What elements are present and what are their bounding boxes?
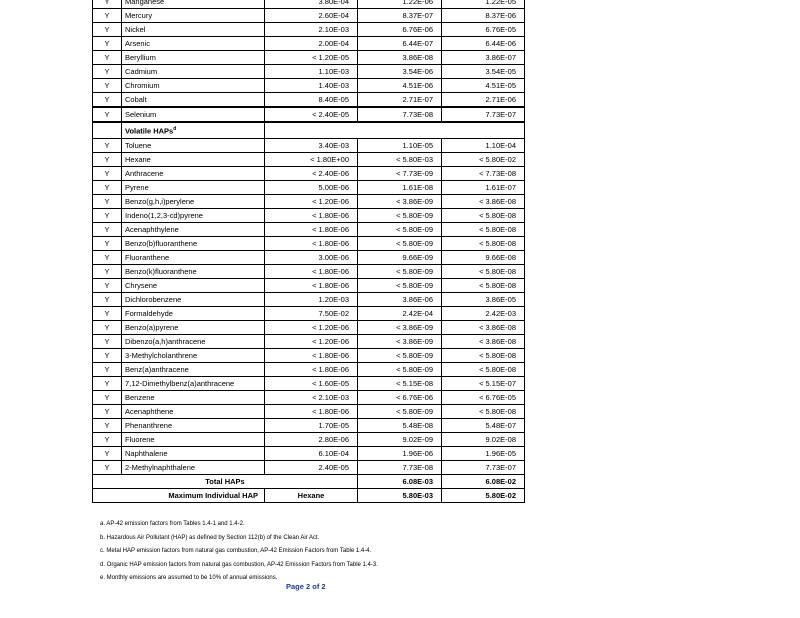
- volatile-haps-title: Volatile HAPs: [125, 126, 174, 136]
- emission-lb-hr: 7.73E-08: [358, 107, 442, 122]
- table-row: [93, 138, 525, 152]
- emission-lb-hr: < 5.80E-03: [358, 152, 442, 166]
- footnote-b: b. Hazardous Air Pollutant (HAP) as defined by Section 112(b) of the Clean Air Act.: [100, 534, 320, 541]
- hap-flag: Y: [93, 306, 122, 320]
- footnote-a: a. AP-42 emission factors from Tables 1.4-1 and 1.4-2.: [100, 521, 245, 527]
- hap-flag: Y: [93, 93, 122, 108]
- emission-factor: < 1.80E-06: [265, 348, 358, 362]
- emission-factor: < 2.40E-05: [265, 107, 358, 122]
- emission-lb-hr: 6.44E-07: [358, 37, 442, 51]
- hap-flag: Y: [93, 460, 122, 474]
- emission-factor: < 1.20E-06: [265, 194, 358, 208]
- hap-flag: Y: [93, 79, 122, 93]
- pollutant-name: Benz(a)anthracene: [122, 362, 265, 376]
- table-row: [93, 93, 525, 108]
- emission-tpy: 3.86E-07: [442, 51, 525, 65]
- table-row: [93, 208, 525, 222]
- table-row: [93, 460, 525, 474]
- emission-factor: < 2.10E-03: [265, 390, 358, 404]
- emission-lb-hr: 2.71E-07: [358, 93, 442, 108]
- emission-tpy: 6.76E-05: [442, 23, 525, 37]
- emission-lb-hr: < 5.80E-09: [358, 362, 442, 376]
- max-hap-tpy: 5.80E-02: [442, 488, 525, 502]
- emission-tpy: 2.71E-06: [442, 93, 525, 108]
- pollutant-name: Anthracene: [122, 166, 265, 180]
- table-row: [93, 362, 525, 376]
- emission-lb-hr: 3.54E-06: [358, 65, 442, 79]
- pollutant-name: Chrysene: [122, 278, 265, 292]
- table-row: [93, 334, 525, 348]
- emission-lb-hr: < 3.86E-09: [358, 334, 442, 348]
- pollutant-name: Mercury: [122, 9, 265, 23]
- table-row: [93, 264, 525, 278]
- table-row: [93, 107, 525, 122]
- emission-lb-hr: < 3.86E-09: [358, 194, 442, 208]
- hap-flag: Y: [93, 390, 122, 404]
- table-row: [93, 306, 525, 320]
- emission-factor: < 1.80E-06: [265, 208, 358, 222]
- hap-flag: Y: [93, 208, 122, 222]
- emission-tpy: 7.73E-07: [442, 107, 525, 122]
- emission-factor: 3.80E-04: [265, 0, 358, 9]
- emission-tpy: < 5.80E-02: [442, 152, 525, 166]
- hap-flag: Y: [93, 166, 122, 180]
- emission-lb-hr: 9.02E-09: [358, 432, 442, 446]
- emission-lb-hr: 4.51E-06: [358, 79, 442, 93]
- emission-lb-hr: < 5.80E-09: [358, 222, 442, 236]
- pollutant-name: Fluoranthene: [122, 250, 265, 264]
- emission-tpy: 5.48E-07: [442, 418, 525, 432]
- emission-lb-hr: < 5.80E-09: [358, 208, 442, 222]
- emission-tpy: < 5.80E-08: [442, 208, 525, 222]
- emission-tpy: 2.42E-03: [442, 306, 525, 320]
- hap-flag: Y: [93, 180, 122, 194]
- emission-tpy: < 5.15E-07: [442, 376, 525, 390]
- pollutant-name: Manganese: [122, 0, 265, 9]
- emission-tpy: 1.96E-05: [442, 446, 525, 460]
- emission-lb-hr: < 3.86E-09: [358, 320, 442, 334]
- table-row: [93, 236, 525, 250]
- hap-flag: Y: [93, 362, 122, 376]
- emission-factor: < 1.20E-05: [265, 51, 358, 65]
- emission-factor: 2.10E-03: [265, 23, 358, 37]
- table-row: [93, 65, 525, 79]
- emission-lb-hr: 5.48E-08: [358, 418, 442, 432]
- emission-tpy: < 5.80E-08: [442, 362, 525, 376]
- hap-flag: Y: [93, 446, 122, 460]
- emission-lb-hr: 2.42E-04: [358, 306, 442, 320]
- emission-factor: 1.40E-03: [265, 79, 358, 93]
- pollutant-name: 2-Methylnaphthalene: [122, 460, 265, 474]
- hap-flag: Y: [93, 236, 122, 250]
- pollutant-name: Benzo(b)fluoranthene: [122, 236, 265, 250]
- emission-factor: < 1.20E-06: [265, 320, 358, 334]
- table-row: [93, 418, 525, 432]
- emission-tpy: 9.66E-08: [442, 250, 525, 264]
- emission-tpy: < 6.76E-05: [442, 390, 525, 404]
- pollutant-name: Benzo(k)fluoranthene: [122, 264, 265, 278]
- emission-tpy: < 7.73E-08: [442, 166, 525, 180]
- emission-lb-hr: < 5.80E-09: [358, 278, 442, 292]
- page-number: Page 2 of 2: [286, 582, 326, 591]
- emission-lb-hr: < 5.80E-09: [358, 264, 442, 278]
- table-row: [93, 446, 525, 460]
- pollutant-name: Dichlorobenzene: [122, 292, 265, 306]
- emission-lb-hr: 7.73E-08: [358, 460, 442, 474]
- emission-lb-hr: 1.61E-08: [358, 180, 442, 194]
- hap-flag: Y: [93, 278, 122, 292]
- hap-flag: Y: [93, 51, 122, 65]
- emission-factor: < 1.80E-06: [265, 362, 358, 376]
- pollutant-name: Beryllium: [122, 51, 265, 65]
- hap-flag: Y: [93, 23, 122, 37]
- emission-factor: < 1.20E-06: [265, 334, 358, 348]
- emission-lb-hr: < 5.80E-09: [358, 236, 442, 250]
- totals-section: [93, 474, 525, 502]
- pollutant-name: Toluene: [122, 138, 265, 152]
- emission-lb-hr: < 5.15E-08: [358, 376, 442, 390]
- volatile-haps-header: [93, 122, 525, 138]
- pollutant-name: Dibenzo(a,h)anthracene: [122, 334, 265, 348]
- emission-factor: 2.60E-04: [265, 9, 358, 23]
- hap-flag: Y: [93, 9, 122, 23]
- emission-tpy: 4.51E-05: [442, 79, 525, 93]
- hap-emissions-table: [92, 0, 525, 503]
- emission-factor: < 1.80E-06: [265, 236, 358, 250]
- total-haps-tpy: 6.08E-02: [442, 474, 525, 488]
- table-row: [93, 292, 525, 306]
- hap-flag: Y: [93, 138, 122, 152]
- emission-factor: < 1.80E-06: [265, 222, 358, 236]
- table-row: [93, 250, 525, 264]
- emission-tpy: 1.10E-04: [442, 138, 525, 152]
- emission-tpy: 3.86E-05: [442, 292, 525, 306]
- hap-flag: Y: [93, 320, 122, 334]
- emission-lb-hr: < 5.80E-09: [358, 404, 442, 418]
- emission-tpy: 3.54E-05: [442, 65, 525, 79]
- pollutant-name: Pyrene: [122, 180, 265, 194]
- emission-lb-hr: 9.66E-09: [358, 250, 442, 264]
- footnote-e: e. Monthly emissions are assumed to be 10% of annual emissions.: [100, 575, 278, 581]
- emission-factor: 6.10E-04: [265, 446, 358, 460]
- footnotes: [100, 518, 378, 586]
- table-row: [93, 222, 525, 236]
- hap-flag: Y: [93, 264, 122, 278]
- emission-factor: 2.00E-04: [265, 37, 358, 51]
- pollutant-name: Arsenic: [122, 37, 265, 51]
- hap-flag: Y: [93, 107, 122, 122]
- emission-tpy: < 5.80E-08: [442, 278, 525, 292]
- table-row: [93, 51, 525, 65]
- emission-tpy: 7.73E-07: [442, 460, 525, 474]
- emission-factor: 2.80E-06: [265, 432, 358, 446]
- footnote-d: d. Organic HAP emission factors from natural gas combustion, AP-42 Emission Factors from Table 1.4-3.: [100, 561, 378, 568]
- hap-flag: Y: [93, 37, 122, 51]
- emission-tpy: 9.02E-08: [442, 432, 525, 446]
- pollutant-name: Naphthalene: [122, 446, 265, 460]
- table-row: [93, 37, 525, 51]
- table-row: [93, 152, 525, 166]
- emission-tpy: < 3.86E-08: [442, 334, 525, 348]
- pollutant-name: Chromium: [122, 79, 265, 93]
- hap-flag: Y: [93, 334, 122, 348]
- footnote-c: c. Metal HAP emission factors from natural gas combustion, AP-42 Emission Factors from Table 1.4-4.: [100, 548, 372, 554]
- emission-factor: 7.50E-02: [265, 306, 358, 320]
- table-row: [93, 376, 525, 390]
- max-hap-label: Maximum Individual HAP: [93, 488, 265, 502]
- emission-factor: 1.70E-05: [265, 418, 358, 432]
- table-row: [93, 390, 525, 404]
- emission-lb-hr: 1.96E-06: [358, 446, 442, 460]
- emission-factor: < 1.80E-06: [265, 278, 358, 292]
- hap-flag: Y: [93, 222, 122, 236]
- emission-tpy: < 5.80E-08: [442, 222, 525, 236]
- emission-tpy: < 5.80E-08: [442, 404, 525, 418]
- emission-lb-hr: < 6.76E-06: [358, 390, 442, 404]
- emission-tpy: 1.22E-05: [442, 0, 525, 9]
- emission-tpy: < 5.80E-08: [442, 264, 525, 278]
- total-haps-label: Total HAPs: [93, 474, 358, 488]
- hap-flag: Y: [93, 418, 122, 432]
- hap-flag: Y: [93, 292, 122, 306]
- emission-factor: 2.40E-05: [265, 460, 358, 474]
- max-hap-name: Hexane: [265, 488, 358, 502]
- emission-factor: < 2.40E-06: [265, 166, 358, 180]
- emission-lb-hr: 1.22E-06: [358, 0, 442, 9]
- emission-lb-hr: 1.10E-05: [358, 138, 442, 152]
- hap-flag: Y: [93, 152, 122, 166]
- emission-factor: 1.20E-03: [265, 292, 358, 306]
- volatile-haps-section: [93, 138, 525, 474]
- metal-haps-section: [93, 0, 525, 122]
- total-haps-lb-hr: 6.08E-03: [358, 474, 442, 488]
- emission-factor: 3.40E-03: [265, 138, 358, 152]
- emission-factor: 5.00E-06: [265, 180, 358, 194]
- pollutant-name: Hexane: [122, 152, 265, 166]
- emission-lb-hr: < 7.73E-09: [358, 166, 442, 180]
- hap-flag: Y: [93, 250, 122, 264]
- hap-flag: Y: [93, 404, 122, 418]
- table-row: [93, 320, 525, 334]
- hap-flag: Y: [93, 65, 122, 79]
- pollutant-name: Acenaphthylene: [122, 222, 265, 236]
- table-row: [93, 348, 525, 362]
- emission-lb-hr: 3.86E-06: [358, 292, 442, 306]
- pollutant-name: 7,12-Dimethylbenz(a)anthracene: [122, 376, 265, 390]
- emission-lb-hr: < 5.80E-09: [358, 348, 442, 362]
- table-row: [93, 278, 525, 292]
- table-row: [93, 0, 525, 9]
- hap-flag: Y: [93, 348, 122, 362]
- emission-lb-hr: 3.86E-08: [358, 51, 442, 65]
- hap-flag: Y: [93, 376, 122, 390]
- table-row: [93, 79, 525, 93]
- emission-tpy: 1.61E-07: [442, 180, 525, 194]
- emission-factor: 3.00E-06: [265, 250, 358, 264]
- pollutant-name: Formaldehyde: [122, 306, 265, 320]
- table-row: [93, 194, 525, 208]
- hap-flag: Y: [93, 194, 122, 208]
- volatile-haps-footnote: d: [173, 126, 177, 132]
- pollutant-name: Benzene: [122, 390, 265, 404]
- emission-factor: < 1.80E-06: [265, 264, 358, 278]
- pollutant-name: Fluorene: [122, 432, 265, 446]
- emission-factor: 1.10E-03: [265, 65, 358, 79]
- emission-tpy: < 5.80E-08: [442, 236, 525, 250]
- emission-tpy: < 3.86E-08: [442, 320, 525, 334]
- pollutant-name: 3-Methylcholanthrene: [122, 348, 265, 362]
- emission-factor: < 1.80E+00: [265, 152, 358, 166]
- emission-factor: 8.40E-05: [265, 93, 358, 108]
- emission-tpy: 6.44E-06: [442, 37, 525, 51]
- pollutant-name: Acenaphthene: [122, 404, 265, 418]
- hap-flag: Y: [93, 0, 122, 9]
- table-row: [93, 180, 525, 194]
- table-row: [93, 23, 525, 37]
- pollutant-name: Benzo(a)pyrene: [122, 320, 265, 334]
- emission-tpy: < 3.86E-08: [442, 194, 525, 208]
- emission-lb-hr: 6.76E-06: [358, 23, 442, 37]
- table-row: [93, 432, 525, 446]
- pollutant-name: Indeno(1,2,3-cd)pyrene: [122, 208, 265, 222]
- emission-factor: < 1.60E-05: [265, 376, 358, 390]
- pollutant-name: Selenium: [122, 107, 265, 122]
- table-row: [93, 404, 525, 418]
- emission-lb-hr: 8.37E-07: [358, 9, 442, 23]
- pollutant-name: Cadmium: [122, 65, 265, 79]
- table-row: [93, 166, 525, 180]
- max-hap-lb-hr: 5.80E-03: [358, 488, 442, 502]
- emission-factor: < 1.80E-06: [265, 404, 358, 418]
- pollutant-name: Phenanthrene: [122, 418, 265, 432]
- hap-flag: Y: [93, 432, 122, 446]
- pollutant-name: Cobalt: [122, 93, 265, 108]
- emission-tpy: < 5.80E-08: [442, 348, 525, 362]
- emission-tpy: 8.37E-06: [442, 9, 525, 23]
- pollutant-name: Nickel: [122, 23, 265, 37]
- pollutant-name: Benzo(g,h,i)perylene: [122, 194, 265, 208]
- table-row: [93, 9, 525, 23]
